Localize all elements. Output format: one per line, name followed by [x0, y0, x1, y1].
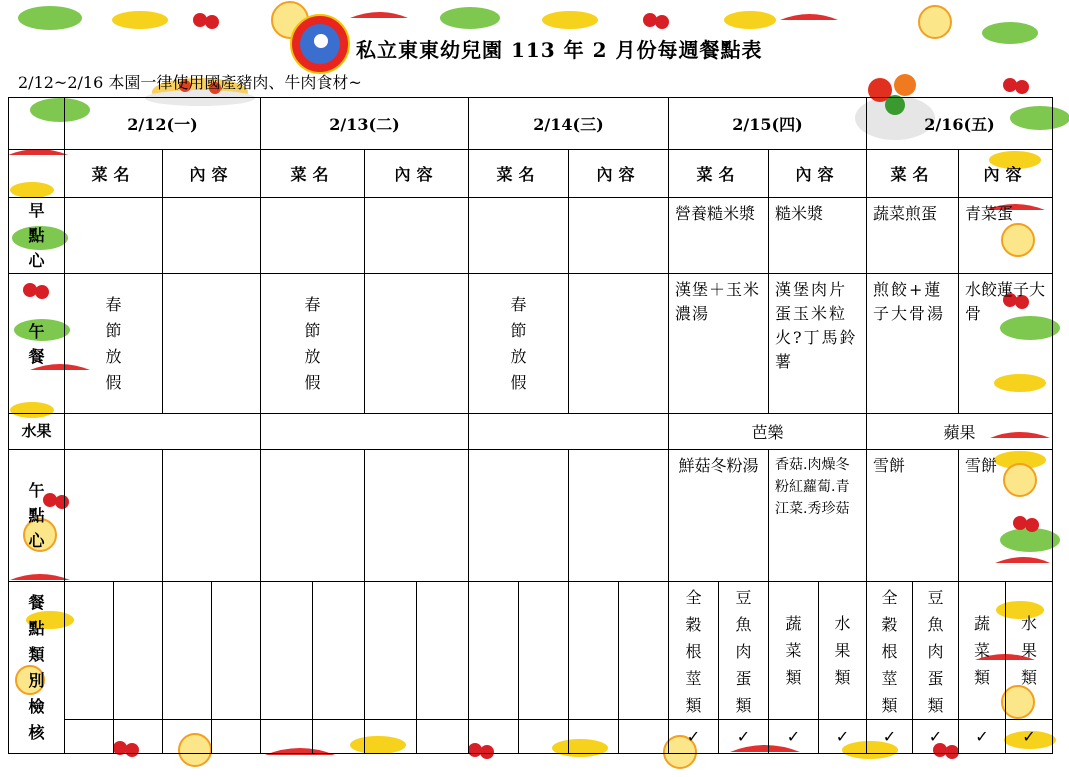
dish-header: 菜名	[65, 150, 163, 198]
holiday-text: 春節放假	[510, 294, 527, 392]
dish-header: 菜名	[261, 150, 365, 198]
breakfast-dish-fri: 蔬菜煎蛋	[867, 198, 959, 274]
snack-label: 午點心	[28, 481, 45, 550]
category-grain-thu: 全穀根莖類	[669, 582, 719, 720]
date-header-2: 2/13(二)	[261, 98, 469, 150]
row-label-fruit: 水果	[9, 414, 65, 450]
checkmark-protein-fri: ✓	[913, 720, 959, 754]
weekly-menu-table	[8, 97, 1053, 754]
category-protein-fri: 豆魚肉蛋類	[913, 582, 959, 720]
category-vegetable-fri: 蔬菜類	[959, 582, 1006, 720]
school-logo	[290, 14, 350, 74]
holiday-text: 春節放假	[304, 294, 321, 392]
content-header: 內容	[769, 150, 867, 198]
content-header: 內容	[163, 150, 261, 198]
lunch-content-fri: 水餃蓮子大骨	[959, 274, 1053, 414]
check-label: 餐點類別檢核	[28, 592, 45, 742]
holiday-cell-mon	[65, 274, 163, 414]
snack-content-fri: 雪餅	[959, 450, 1053, 582]
dish-header: 菜名	[669, 150, 769, 198]
row-label-lunch	[9, 274, 65, 414]
holiday-cell-wed	[469, 274, 569, 414]
row-label-check	[9, 582, 65, 754]
breakfast-content-fri: 青菜蛋	[959, 198, 1053, 274]
row-label-breakfast	[9, 198, 65, 274]
checkmark-grain-fri: ✓	[867, 720, 913, 754]
lunch-label: 午餐	[28, 321, 45, 366]
checkmark-vegetable-fri: ✓	[959, 720, 1006, 754]
corner-cell	[9, 98, 65, 150]
snack-dish-fri: 雪餅	[867, 450, 959, 582]
lunch-dish-fri: 煎餃+蓮子大骨湯	[867, 274, 959, 414]
content-header: 內容	[959, 150, 1053, 198]
date-header-5: 2/16(五)	[867, 98, 1053, 150]
holiday-cell-tue	[261, 274, 365, 414]
category-vegetable-thu: 蔬菜類	[769, 582, 819, 720]
page-title: 私立東東幼兒園 113 年 2 月份每週餐點表	[356, 38, 763, 62]
date-header-4: 2/15(四)	[669, 98, 867, 150]
checkmark-fruit-fri: ✓	[1006, 720, 1053, 754]
category-grain-fri: 全穀根莖類	[867, 582, 913, 720]
checkmark-protein-thu: ✓	[719, 720, 769, 754]
checkmark-grain-thu: ✓	[669, 720, 719, 754]
snack-dish-thu: 鮮菇冬粉湯	[669, 450, 769, 582]
dish-header: 菜名	[469, 150, 569, 198]
checkmark-vegetable-thu: ✓	[769, 720, 819, 754]
subheader-blank	[9, 150, 65, 198]
lunch-content-thu: 漢堡肉片蛋玉米粒火?丁馬鈴薯	[769, 274, 867, 414]
content-header: 內容	[365, 150, 469, 198]
content-header: 內容	[569, 150, 669, 198]
dish-header: 菜名	[867, 150, 959, 198]
category-fruit-fri: 水果類	[1006, 582, 1053, 720]
breakfast-content-thu: 糙米漿	[769, 198, 867, 274]
category-fruit-thu: 水果類	[819, 582, 867, 720]
category-protein-thu: 豆魚肉蛋類	[719, 582, 769, 720]
snack-content-thu: 香菇.肉燥冬粉紅蘿蔔.青江菜.秀珍菇	[769, 450, 867, 582]
lunch-dish-thu: 漢堡＋玉米濃湯	[669, 274, 769, 414]
logo-mascot-icon	[300, 24, 340, 64]
fruit-fri: 蘋果	[867, 414, 1053, 450]
row-label-snack	[9, 450, 65, 582]
breakfast-dish-thu: 營養糙米漿	[669, 198, 769, 274]
fruit-thu: 芭樂	[669, 414, 867, 450]
date-header-3: 2/14(三)	[469, 98, 669, 150]
checkmark-fruit-thu: ✓	[819, 720, 867, 754]
breakfast-label: 早點心	[28, 201, 45, 270]
page-subtitle: 2/12~2/16 本園一律使用國產豬肉、牛肉食材~	[18, 73, 362, 92]
date-header-1: 2/12(一)	[65, 98, 261, 150]
holiday-text: 春節放假	[105, 294, 122, 392]
